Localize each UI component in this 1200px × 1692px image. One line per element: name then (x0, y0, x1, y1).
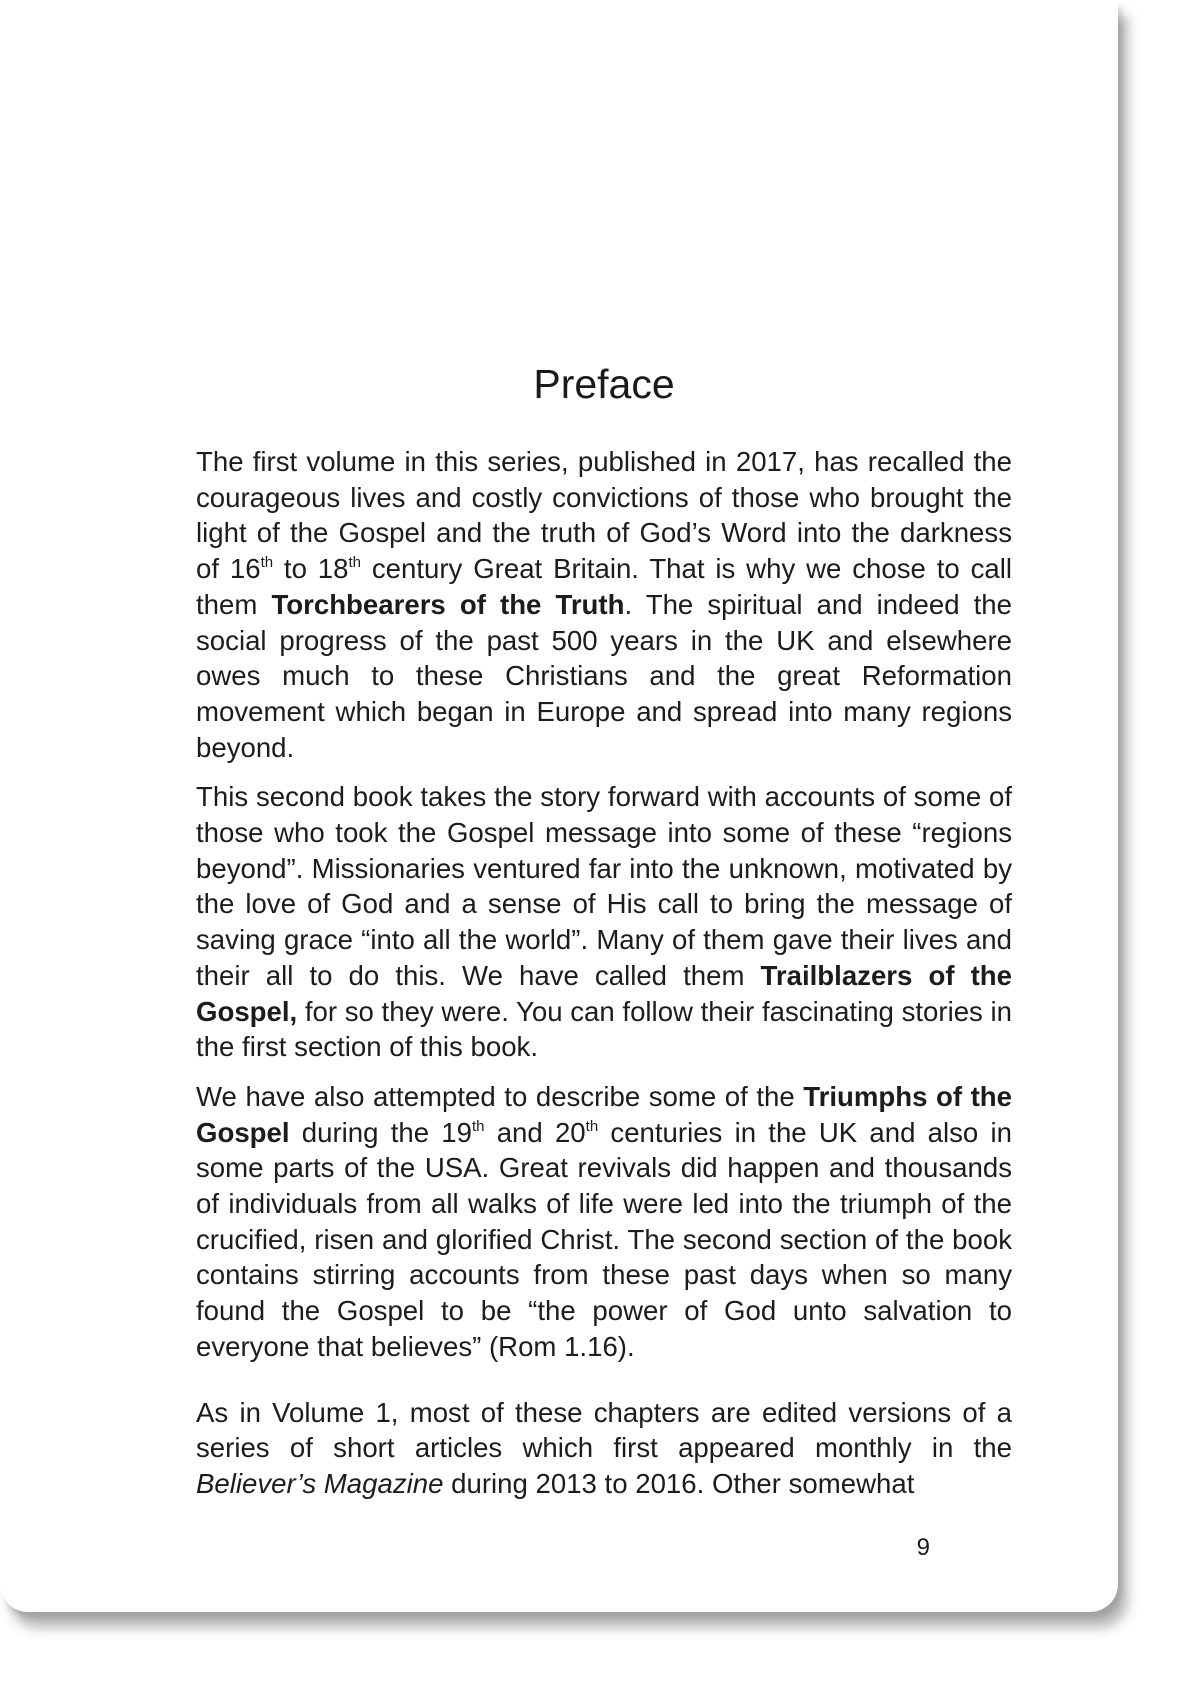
italic-phrase: Believer’s Magazine (196, 1467, 444, 1499)
text-run: This second book takes the story forward with accounts of some of those who took the Gospel message into some of these “regions beyond”. Missionaries ventured far into the unknown, motivated by the love of God and a sense of His call to bring the message of saving grace “into all the world”. Many of them gave their lives and their all to do this. We have called them (196, 781, 1012, 991)
text-run: The first volume in this series, published in 2017, has recalled the courageous lives and costly convictions of those who brought the light of the Gospel and the truth of God’s Word into the darkness of 16 (196, 446, 1012, 585)
paragraph-3 (196, 1079, 1012, 1365)
paragraph-4 (196, 1395, 1012, 1502)
body-text (196, 444, 1012, 1516)
bold-phrase: Trailblazers of the Gospel, (196, 959, 1012, 1027)
bold-phrase: Torchbearers of the Truth (271, 588, 625, 620)
text-run: As in Volume 1, most of these chapters are edited versions of a series of short articles which first appeared monthly in the (196, 1396, 1012, 1464)
text-run: We have also attempted to describe some of the (196, 1080, 804, 1112)
text-run: for so they were. You can follow their fascinating stories in the first section of this book. (196, 995, 1012, 1063)
page-number: 9 (916, 1534, 930, 1561)
superscript: th (585, 1117, 599, 1135)
paragraph-2 (196, 779, 1012, 1065)
superscript: th (260, 554, 274, 572)
text-run: during 2013 to 2016. Other somewhat (443, 1467, 915, 1499)
text-run: and 20 (484, 1116, 586, 1148)
superscript: th (471, 1117, 485, 1135)
text-run: to 18 (273, 553, 349, 585)
superscript: th (348, 554, 362, 572)
paragraph-1 (196, 444, 1012, 765)
text-run: century Great Britain. That is why we chose to call them (196, 553, 1012, 620)
text-run: during the 19 (289, 1116, 472, 1148)
text-run: . The spiritual and indeed the social progress of the past 500 years in the UK and elsewhere owes much to these Christians and the great Reformation movement which began in Europe and spread into many regions beyond. (196, 588, 1012, 763)
page-title: Preface (533, 361, 675, 407)
bold-phrase: Triumphs of the Gospel (196, 1080, 1012, 1148)
text-run: centuries in the UK and also in some parts of the USA. Great revivals did happen and thousands of individuals from all walks of life were led into the triumph of the crucified, risen and glorified Christ. The second section of the book contains stirring accounts from these past days when so many found the Gospel to be “the power of God unto salvation to everyone that believes” (Rom 1.16). (196, 1116, 1012, 1362)
